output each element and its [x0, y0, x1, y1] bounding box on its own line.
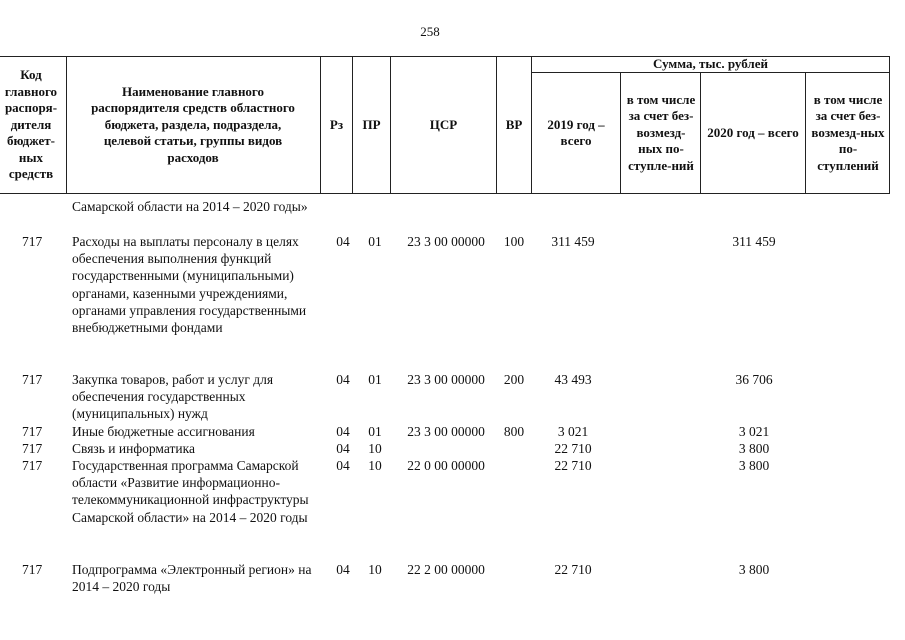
continuation-text: Самарской области на 2014 – 2020 годы»: [72, 199, 308, 214]
row-rz: 04: [336, 372, 350, 387]
row-code: 717: [22, 441, 43, 456]
row-2020-total: 36 706: [735, 372, 773, 387]
row-vr: 200: [503, 372, 525, 387]
row-2019-total: 22 710: [554, 458, 592, 473]
header-code: Код главного распоря-дителя бюджет-ных средств: [4, 67, 58, 182]
row-2019-total: 43 493: [554, 372, 592, 387]
row-csr: 23 3 00 00000: [407, 372, 485, 387]
row-vr: 800: [503, 424, 525, 439]
header-2019-free: в том числе за счет без-возмезд-ных по-ступле-ний: [626, 91, 696, 173]
row-pr: 10: [368, 458, 382, 473]
row-csr: 22 2 00 00000: [407, 562, 485, 577]
row-pr: 01: [368, 372, 382, 387]
page-number: 258: [420, 24, 440, 39]
row-code: 717: [22, 372, 43, 387]
row-2020-total: 311 459: [732, 234, 776, 249]
row-code: 717: [22, 562, 43, 577]
row-2019-total: 311 459: [551, 234, 595, 249]
header-sum-group: Сумма, тыс. рублей: [653, 55, 768, 71]
row-code: 717: [22, 424, 43, 439]
row-pr: 10: [368, 441, 382, 456]
row-csr: 23 3 00 00000: [407, 234, 485, 249]
row-csr: 23 3 00 00000: [407, 424, 485, 439]
row-name: Иные бюджетные ассигнования: [72, 424, 255, 439]
row-rz: 04: [336, 562, 350, 577]
row-2019-total: 3 021: [557, 424, 589, 439]
header-csr: ЦСР: [429, 116, 458, 132]
header-name: Наименование главного распорядителя средств областного бюджета, раздела, подраздела, целевой статьи, группы видов расходов: [91, 83, 295, 165]
row-2020-total: 3 800: [738, 458, 770, 473]
header-rz: Рз: [329, 116, 344, 132]
row-pr: 01: [368, 424, 382, 439]
row-rz: 04: [336, 458, 350, 473]
row-name: Подпрограмма «Электронный регион» на 2014 – 2020 годы: [72, 562, 312, 595]
row-name: Связь и информатика: [72, 441, 195, 456]
header-2019-total: 2019 год – всего: [547, 116, 605, 148]
row-rz: 04: [336, 441, 350, 456]
header-2020-free: в том числе за счет без-возмезд-ных по-ступлений: [811, 91, 885, 173]
row-2020-total: 3 800: [738, 562, 770, 577]
row-2019-total: 22 710: [554, 441, 592, 456]
header-2020-total: 2020 год – всего: [707, 124, 799, 140]
header-vr: ВР: [505, 116, 523, 132]
row-rz: 04: [336, 234, 350, 249]
row-pr: 01: [368, 234, 382, 249]
row-pr: 10: [368, 562, 382, 577]
row-rz: 04: [336, 424, 350, 439]
row-csr: 22 0 00 00000: [407, 458, 485, 473]
row-code: 717: [22, 458, 43, 473]
row-2020-total: 3 021: [738, 424, 770, 439]
row-2020-total: 3 800: [738, 441, 770, 456]
row-name: Закупка товаров, работ и услуг для обеспечения государственных (муниципальных) нужд: [72, 372, 274, 422]
header-pr: ПР: [362, 116, 381, 132]
row-2019-total: 22 710: [554, 562, 592, 577]
row-name: Расходы на выплаты персоналу в целях обеспечения выполнения функций государственными (муниципальными) органами, казенными учреждениями, органами управления государственными внебюджетными фондами: [72, 234, 307, 336]
row-name: Государственная программа Самарской области «Развитие информационно-телекоммуникационной инфраструктуры Самарской области» на 2014 – 2020 годы: [72, 458, 309, 525]
row-vr: 100: [503, 234, 525, 249]
row-code: 717: [22, 234, 43, 249]
